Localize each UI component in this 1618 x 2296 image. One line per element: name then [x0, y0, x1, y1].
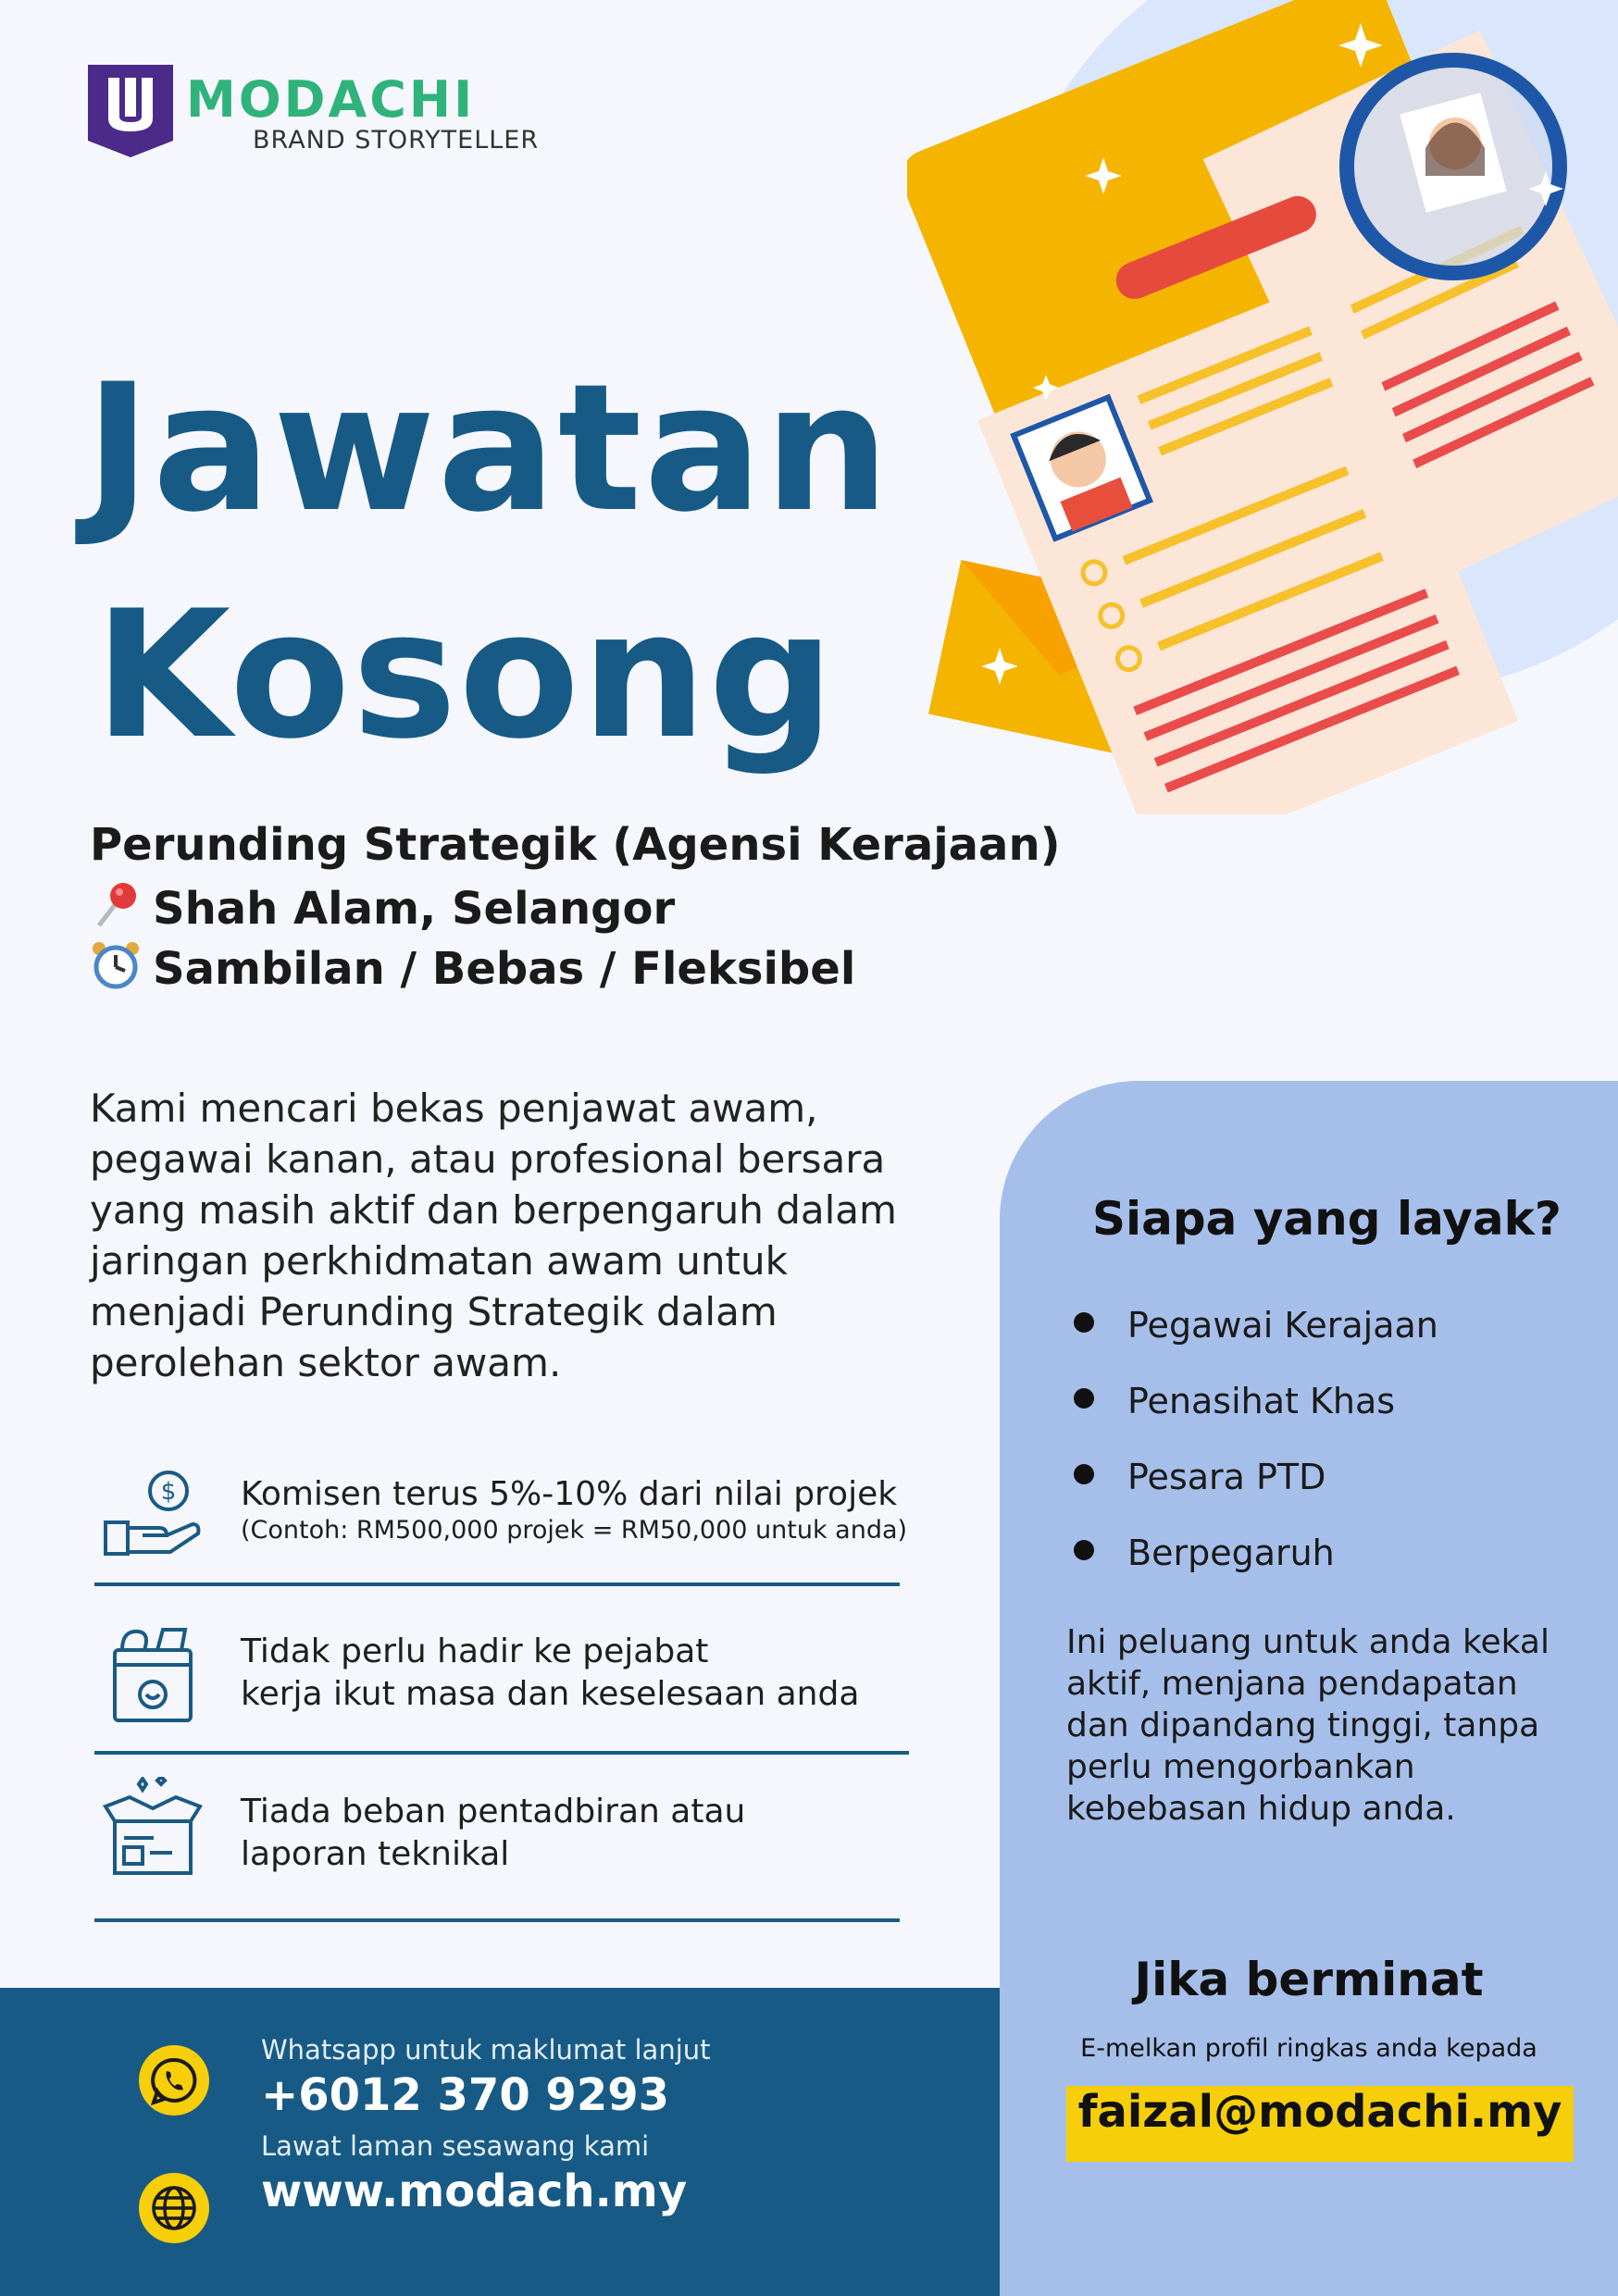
- brand-logo: [88, 65, 541, 157]
- job-schedule: [90, 939, 855, 995]
- headline-line-2: Kosong: [94, 573, 837, 777]
- qualification-item: Berpegaruh: [1074, 1533, 1335, 1573]
- qualification-item: Pegawai Kerajaan: [1074, 1305, 1438, 1346]
- bullet-icon: [1074, 1388, 1094, 1409]
- divider: [94, 1582, 900, 1586]
- bullet-icon: [1074, 1540, 1094, 1560]
- cta-title: Jika berminat: [1134, 1953, 1484, 2006]
- divider: [94, 1751, 909, 1755]
- divider: [94, 1918, 900, 1922]
- money-hand-icon: [102, 1467, 204, 1569]
- bullet-icon: [1074, 1312, 1094, 1333]
- alarm-clock-icon: [90, 939, 142, 991]
- email-highlight[interactable]: [1066, 2086, 1574, 2162]
- cta-subtitle: E-melkan profil ringkas anda kepada: [1080, 2034, 1537, 2063]
- qualification-item: Penasihat Khas: [1074, 1381, 1395, 1421]
- shopping-bag-icon: [102, 1624, 204, 1726]
- resume-search-illustration: [907, 0, 1618, 814]
- modachi-logo-icon: [88, 65, 173, 157]
- brand-tagline: BRAND STORYTELLER: [253, 126, 540, 155]
- brand-name: MODACHI: [186, 70, 476, 129]
- contact-footer: [0, 1988, 1000, 2296]
- phone-number[interactable]: +6012 370 9293: [261, 2069, 670, 2121]
- email-link[interactable]: faizal@modachi.my: [1077, 2086, 1562, 2138]
- globe-icon[interactable]: [139, 2173, 209, 2243]
- job-location-text: Shah Alam, Selangor: [153, 883, 676, 935]
- qualification-title: Siapa yang layak?: [1092, 1192, 1562, 1246]
- job-schedule-text: Sambilan / Bebas / Fleksibel: [153, 943, 856, 995]
- benefit-text: [241, 1473, 907, 1545]
- benefit-subtitle: laporan teknikal: [241, 1835, 510, 1873]
- job-location: [90, 879, 675, 935]
- bullet-icon: [1074, 1464, 1094, 1484]
- qualification-note: Ini peluang untuk anda kekal aktif, menjana pendapatan dan dipandang tinggi, tanpa perlu mengorbankan kebebasan hidup anda.: [1066, 1623, 1550, 1828]
- benefit-title: Tidak perlu hadir ke pejabat: [241, 1632, 709, 1670]
- svg-text:$: $: [160, 1478, 177, 1506]
- benefit-subtitle: (Contoh: RM500,000 projek = RM50,000 untuk anda): [241, 1516, 908, 1545]
- website-label: Lawat laman sesawang kami: [261, 2130, 650, 2162]
- pushpin-icon: [90, 879, 142, 931]
- whatsapp-icon[interactable]: [139, 2045, 209, 2116]
- qualification-item: Pesara PTD: [1074, 1457, 1326, 1497]
- open-box-icon: [102, 1777, 204, 1879]
- benefit-title: Tiada beban pentadbiran atau: [241, 1793, 746, 1831]
- benefit-title: Komisen terus 5%-10% dari nilai projek: [241, 1475, 898, 1513]
- website-link[interactable]: www.modach.my: [261, 2166, 688, 2217]
- job-description: Kami mencari bekas penjawat awam, pegawai kanan, atau profesional bersara yang masih aktif dan berpengaruh dalam jaringan perkhidmatan awam untuk menjadi Perunding Strategik dalam perolehan sektor awam.: [90, 1086, 897, 1385]
- benefit-text: [241, 1791, 745, 1876]
- headline-line-1: Jawatan: [85, 346, 891, 551]
- benefit-subtitle: kerja ikut masa dan keselesaan anda: [241, 1675, 860, 1713]
- benefit-text: [241, 1631, 859, 1716]
- whatsapp-label: Whatsapp untuk maklumat lanjut: [261, 2034, 711, 2066]
- job-title: Perunding Strategik (Agensi Kerajaan): [90, 819, 1061, 871]
